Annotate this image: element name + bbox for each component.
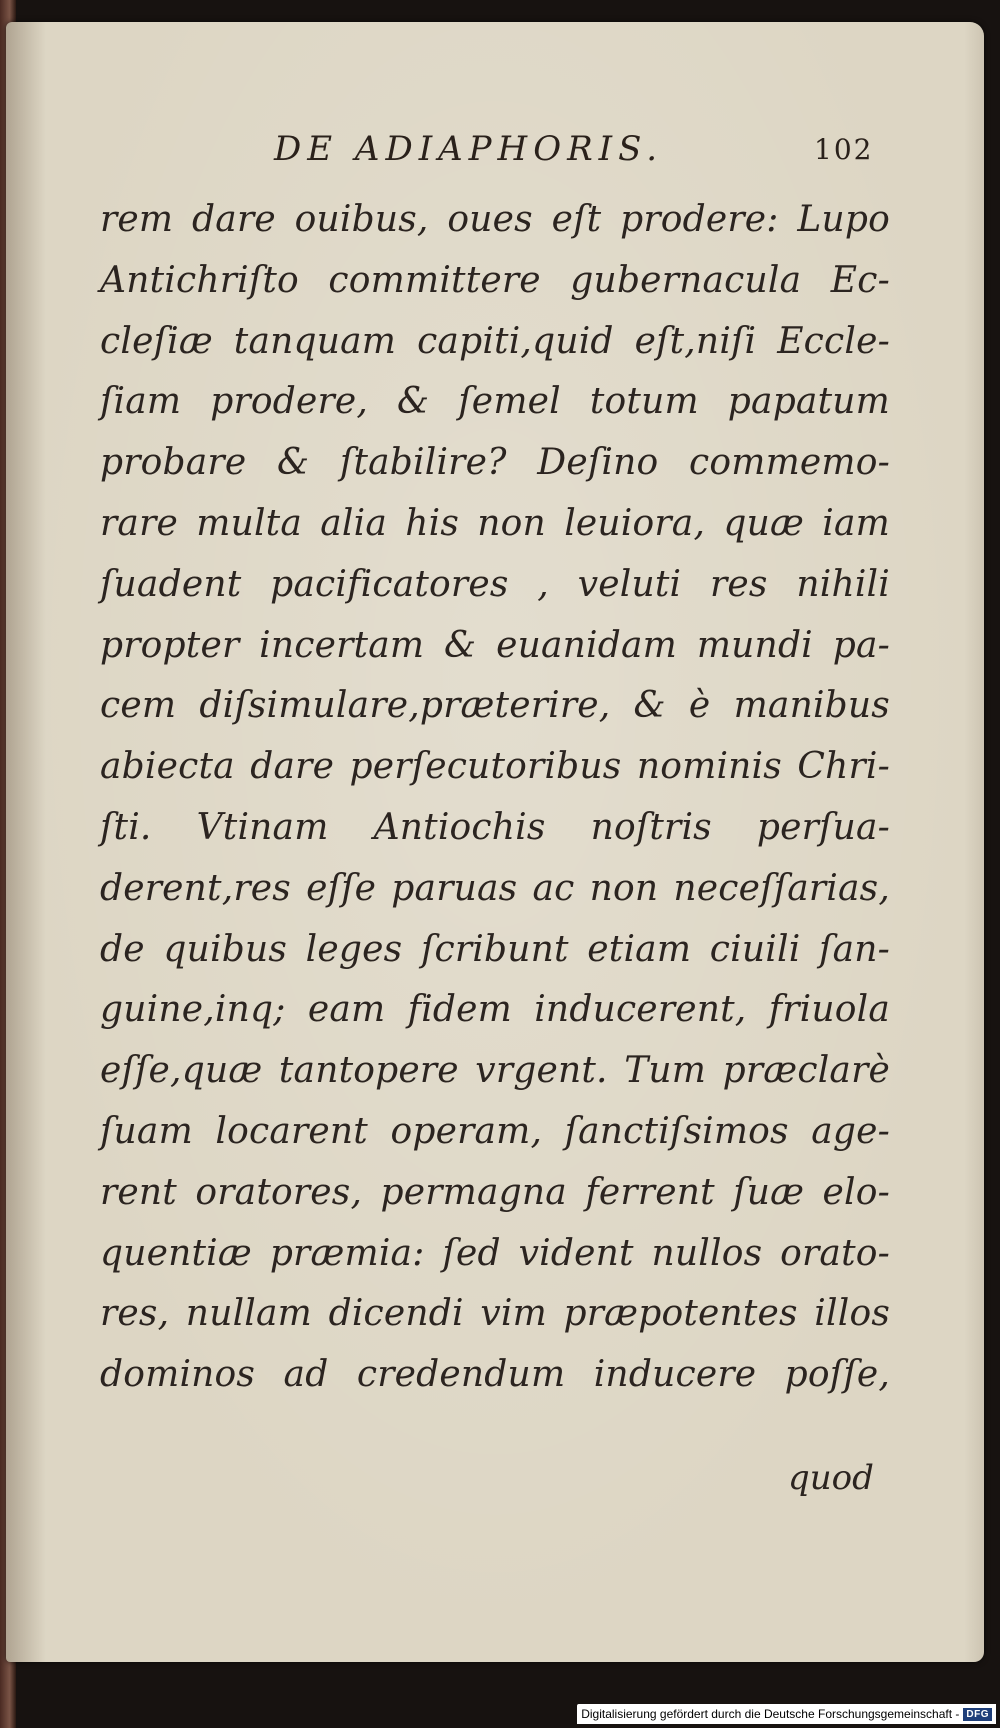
page-number: 102 [814, 133, 874, 166]
text-line: ſuam locarent operam, ſanctiſsimos age- [100, 1110, 890, 1152]
text-line: rare multa alia his non leuiora, quæ iam [100, 502, 890, 544]
text-line: propter incertam & euanidam mundi pa- [100, 624, 890, 666]
text-line: probare & ſtabilire? Deſino commemo- [100, 442, 890, 484]
text-line: guine,inq; eam fidem inducerent, friuola [100, 989, 890, 1031]
body-text [100, 190, 890, 1406]
text-line: rem dare ouibus, oues eſt prodere: Lupo [100, 199, 890, 240]
text-line: ſiam prodere, & ſemel totum papatum [100, 381, 890, 423]
text-line: quentiæ præmia: ſed vident nullos orato- [100, 1232, 890, 1274]
text-line: rent oratores, permagna ferrent ſuæ elo- [100, 1171, 890, 1213]
credit-text: Digitalisierung gefördert durch die Deutsche Forschungsgemeinschaft - [581, 1707, 960, 1721]
dfg-logo: DFG [963, 1708, 992, 1721]
text-line: abiecta dare perſecutoribus nominis Chri- [100, 746, 890, 788]
book-page [6, 22, 984, 1662]
text-line: derent,res eſſe paruas ac non neceſſarias, [100, 867, 890, 909]
text-line: ſti. Vtinam Antiochis noſtris perſua- [100, 806, 890, 848]
text-line: dominos ad credendum inducere poſſe, [100, 1354, 890, 1396]
digitization-credit [577, 1704, 996, 1724]
running-head-title: DE ADIAPHORIS. [274, 129, 664, 169]
text-line: de quibus leges ſcribunt etiam ciuili ſan- [100, 928, 890, 970]
text-line: cem diſsimulare,præterire, & è manibus [100, 685, 890, 727]
text-line: res, nullam dicendi vim præpotentes illos [100, 1293, 890, 1335]
text-line: Antichriſto committere gubernacula Ec- [100, 259, 890, 301]
running-head [6, 129, 984, 179]
text-line: ſuadent pacificatores , veluti res nihili [100, 563, 890, 605]
text-line: eſſe,quæ tantopere vrgent. Tum præclarè [100, 1050, 890, 1092]
text-line: cleſiæ tanquam capiti,quid eſt,niſi Eccle- [100, 320, 890, 362]
catchword: quod [788, 1458, 874, 1498]
